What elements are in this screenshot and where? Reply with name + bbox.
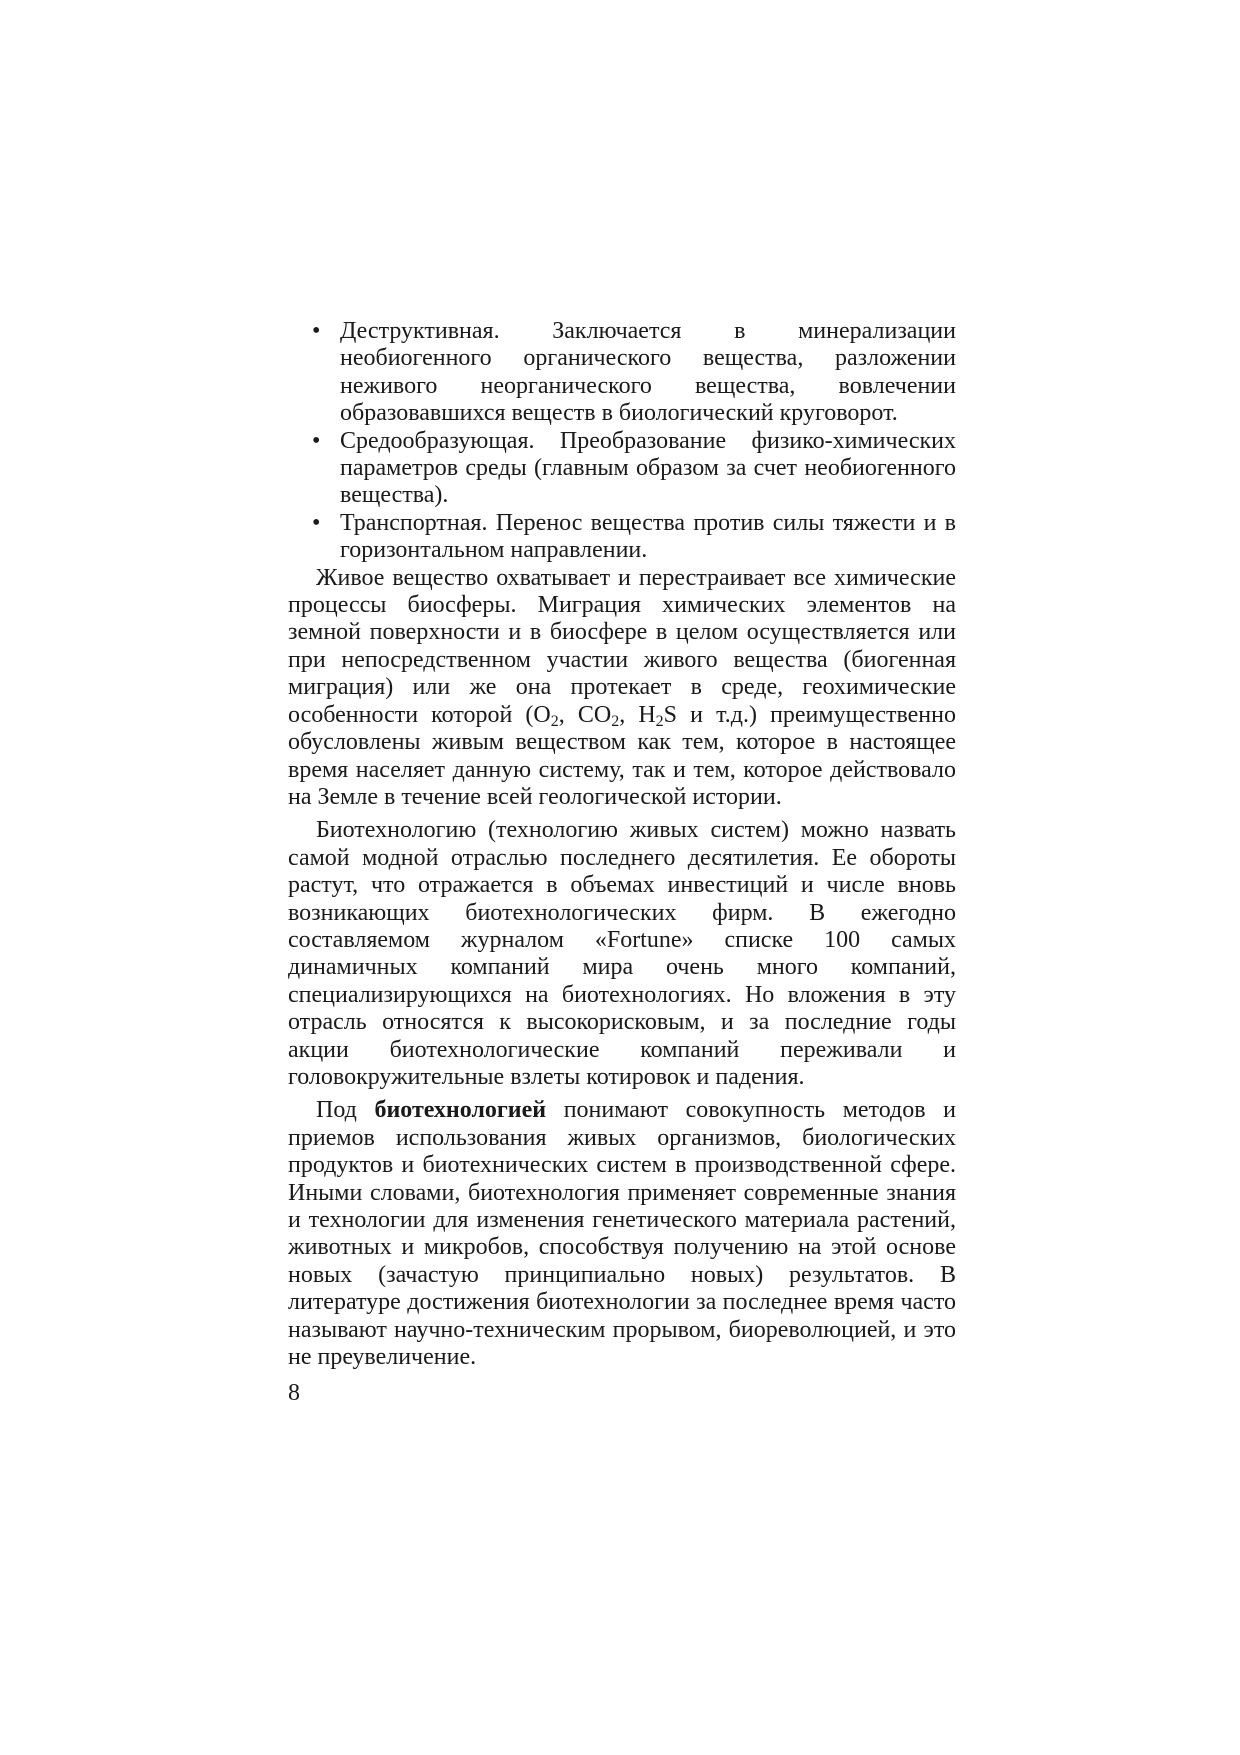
list-item-text: Средообразующая. Преобразование физико-химических параметров среды (главным образом за счет необиогенного вещества). [340, 427, 956, 509]
list-item [288, 428, 956, 510]
function-list [288, 318, 956, 565]
bullet-icon: • [312, 318, 321, 344]
bullet-icon: • [312, 427, 321, 454]
list-item [288, 318, 956, 428]
defined-term: биотехнологией [374, 1097, 547, 1124]
list-item [288, 510, 956, 565]
bullet-icon: • [312, 509, 321, 536]
list-item-text: Транспортная. Перенос вещества против силы тяжести и в горизонтальном направлении. [340, 509, 956, 564]
page-number: 8 [288, 1380, 300, 1406]
page-body [288, 318, 956, 1371]
list-item-text: Деструктивная. Заключается в минерализации необиогенного органического вещества, разложении неживого неорганического вещества, вовлечении образовавшихся веществ в биологический круговорот. [340, 318, 956, 427]
paragraph-biotech-definition: Под биотехнологией понимают совокупность методов и приемов использования живых организмов, биологических продуктов и биотехнических систем в производственной сфере. Иными словами, биотехнология применяет современные знания и технологии для изменения генетического материала растений, животных и микробов, способствуя получению на этой основе новых (зачастую принципиально новых) результатов. В литературе достижения биотехнологии за последнее время часто называют научно-техническим прорывом, биореволюцией, и это не преувеличение. [288, 1097, 956, 1371]
paragraph-biotech-industry: Биотехнологию (технологию живых систем) можно назвать самой модной отраслью последнего десятилетия. Ее обороты растут, что отражается в объемах инвестиций и числе вновь возникающих биотехнологических фирм. В ежегодно составляемом журналом «Fortune» списке 100 самых динамичных компаний мира очень много компаний, специализирующихся на биотехнологиях. Но вложения в эту отрасль относятся к высокорисковым, и за последние годы акции биотехнологические компаний переживали и головокружительные взлеты котировок и падения. [288, 817, 956, 1090]
paragraph-living-matter: Живое вещество охватывает и перестраивает все химические процессы биосферы. Миграция химических элементов на земной поверхности и в биосфере в целом осуществляется или при непосредственном участии живого вещества (биогенная миграция) или же она протекает в среде, геохимические особенности которой ($O_2$, $CO_2$, $H_2S$ и т.д.) преимущественно обусловлены живым веществом как тем, которое в настоящее время населяет данную систему, так и тем, которое действовало на Земле в течение всей геологической истории. [288, 564, 956, 810]
